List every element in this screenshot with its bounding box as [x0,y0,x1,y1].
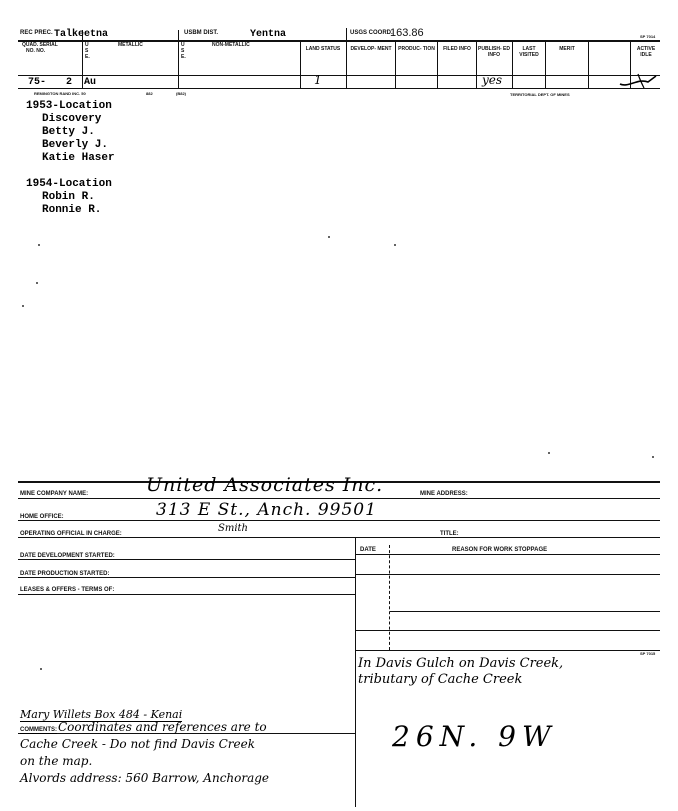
quad-serial-value: 75- [28,77,47,88]
operating-official-value: Smith [218,523,248,534]
published-value: yes [482,73,503,87]
serial-value: 2 [66,77,73,88]
mine-company-label: MINE COMPANY NAME: [20,491,89,497]
metallic-value: Au [84,77,97,88]
col-no-no: NO. NO. [26,48,46,54]
col-e2: E. [181,54,186,60]
col-non-metallic: NON-METALLIC [212,42,250,48]
printer-note: REMINGTON RAND INC. 50 [34,91,86,96]
usbm-dist-label: USBM DIST. [184,30,219,36]
territorial-dept: TERRITORIAL DEPT. OF MINES [510,92,570,97]
claim-item: Discovery [42,113,102,125]
date-development-label: DATE DEVELOPMENT STARTED: [20,553,115,559]
land-status-value: 1 [314,73,322,87]
claim-item: Beverly J. [42,139,109,151]
col-u2: U [181,42,185,48]
mine-address-label: MINE ADDRESS: [420,491,468,497]
usbm-dist-value: Yentna [250,29,287,40]
col-s2: S [181,48,185,54]
claims-year-1954: 1954-Location [26,178,112,190]
reason-work-stoppage-label: REASON FOR WORK STOPPAGE [452,547,548,553]
check-mark-icon [618,72,660,90]
usgs-coord-value: 163.86 [390,27,424,39]
form-number: SP 7014 [640,34,656,39]
comments-line-3: on the map. [20,754,93,768]
date-column-label: DATE [360,547,376,553]
township-range: 26N. 9W [392,720,557,753]
col-production: PRODUC- TION [398,46,435,52]
col-quad-serial: QUAD. SERIAL [22,42,58,48]
usgs-coord-label: USGS COORD. [350,30,393,36]
col-published-info: PUBLISH- ED INFO [478,46,510,58]
printer-code-2: (B82) [176,91,187,96]
date-production-label: DATE PRODUCTION STARTED: [20,571,110,577]
location-note-line-1: In Davis Gulch on Davis Creek, [358,656,564,671]
claim-item: Katie Haser [42,152,115,164]
location-note-line-2: tributary of Cache Creek [358,672,523,687]
claim-item: Robin R. [42,191,95,203]
col-land-status: LAND STATUS [305,46,341,52]
printer-code-1: 882 [146,91,153,96]
col-e1: E. [85,54,90,60]
col-u1: U [85,42,89,48]
mary-willets-note: Mary Willets Box 484 - Kenai [20,708,183,721]
claims-year-1953: 1953-Location [26,100,112,112]
col-last-visited: LAST VISITED [519,46,539,58]
mine-company-value: United Associates Inc. [146,474,384,496]
col-filed-info: FILED INFO [443,46,471,52]
form-number-2: SP 7015 [640,651,656,656]
col-active-idle: ACTIVE IDLE [636,46,656,58]
claim-item: Ronnie R. [42,204,102,216]
rec-prec-value: Talkeetna [54,29,109,40]
col-merit: MERIT [559,46,575,52]
comments-line-4: Alvords address: 560 Barrow, Anchorage [20,771,270,785]
col-development: DEVELOP- MENT [350,46,392,52]
claim-item: Betty J. [42,126,95,138]
col-metallic: METALLIC [118,42,143,48]
operating-official-label: OPERATING OFFICIAL IN CHARGE: [20,531,122,537]
rec-prec-label: REC PREC. [20,30,53,36]
home-office-value: 313 E St., Anch. 99501 [156,500,377,520]
home-office-label: HOME OFFICE: [20,514,64,520]
title-label: TITLE: [440,531,459,537]
comments-line-2: Cache Creek - Do not find Davis Creek [20,737,256,751]
leases-offers-label: LEASES & OFFERS - TERMS OF: [20,587,115,593]
comments-label: COMMENTS: [20,727,57,733]
col-s1: S [85,48,89,54]
comments-line-1: Coordinates and references are to [58,720,267,734]
